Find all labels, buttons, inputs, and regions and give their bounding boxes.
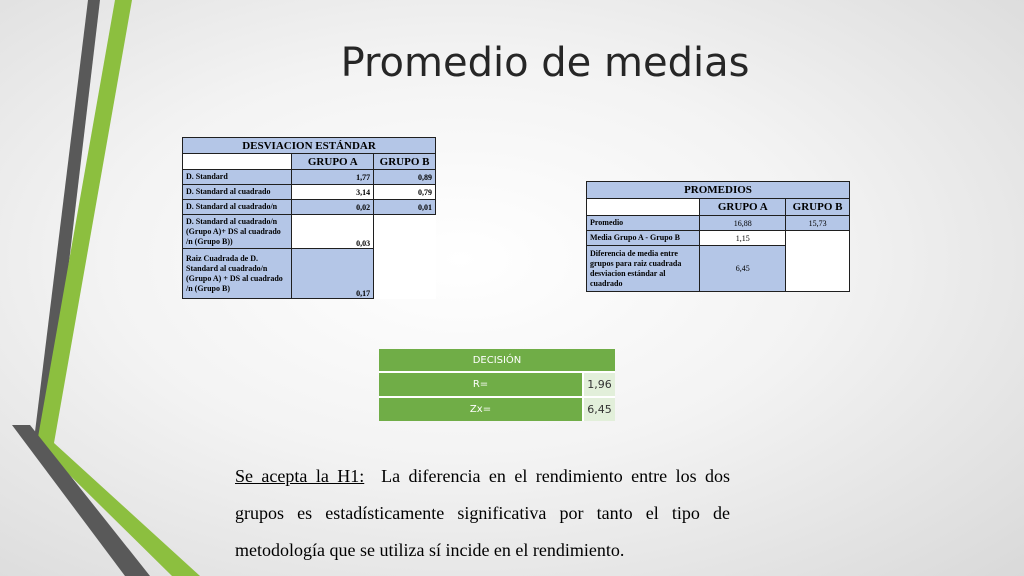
promedios-table [586, 181, 850, 292]
empty-cell [587, 199, 700, 216]
value-b: 0,79 [374, 185, 436, 200]
value-b: 15,73 [786, 216, 850, 231]
row-label: D. Standard al cuadrado/n [183, 200, 292, 215]
decision-label: R= [379, 372, 583, 397]
col-grupo-b: GRUPO B [374, 154, 436, 170]
value-a: 1,77 [292, 170, 374, 185]
dark-stripe-lower [12, 425, 150, 576]
promedios-header: PROMEDIOS [587, 182, 850, 199]
row-label: Diferencia de media entre grupos para raiz cuadrada desviacion estándar al cuadrado [587, 246, 700, 292]
value-a: 0,02 [292, 200, 374, 215]
empty-cell [183, 154, 292, 170]
desviacion-table [182, 137, 436, 299]
row-label: D. Standard [183, 170, 292, 185]
decision-value: 6,45 [583, 397, 615, 421]
empty-cell [374, 215, 436, 299]
desviacion-header: DESVIACION ESTÁNDAR [183, 138, 436, 154]
value-a: 1,15 [700, 231, 786, 246]
col-grupo-b: GRUPO B [786, 199, 850, 216]
page-title: Promedio de medias [340, 40, 750, 86]
col-grupo-a: GRUPO A [292, 154, 374, 170]
value-a: 16,88 [700, 216, 786, 231]
decision-header: DECISIÓN [379, 349, 615, 372]
value-a: 0,03 [292, 215, 374, 249]
value-a: 3,14 [292, 185, 374, 200]
decision-label: Zx= [379, 397, 583, 421]
row-label: Media Grupo A - Grupo B [587, 231, 700, 246]
col-grupo-a: GRUPO A [700, 199, 786, 216]
row-label: D. Standard al cuadrado [183, 185, 292, 200]
empty-cell [786, 231, 850, 292]
conclusion-lead: Se acepta la H1: [235, 466, 365, 486]
row-label: Promedio [587, 216, 700, 231]
row-label: Raiz Cuadrada de D. Standard al cuadrado/n (Grupo A) + DS al cuadrado /n (Grupo B) [183, 249, 292, 299]
conclusion-text: La diferencia en el rendimiento entre los dos grupos es estadísticamente significativa por tanto el tipo de metodología que se utiliza sí incide en el rendimiento. [235, 466, 731, 560]
conclusion-paragraph [235, 458, 730, 569]
row-label: D. Standard al cuadrado/n (Grupo A)+ DS al cuadrado /n (Grupo B)) [183, 215, 292, 249]
value-b: 0,89 [374, 170, 436, 185]
value-b: 0,01 [374, 200, 436, 215]
decision-table [379, 349, 615, 421]
decision-value: 1,96 [583, 372, 615, 397]
value-a: 0,17 [292, 249, 374, 299]
value-a: 6,45 [700, 246, 786, 292]
